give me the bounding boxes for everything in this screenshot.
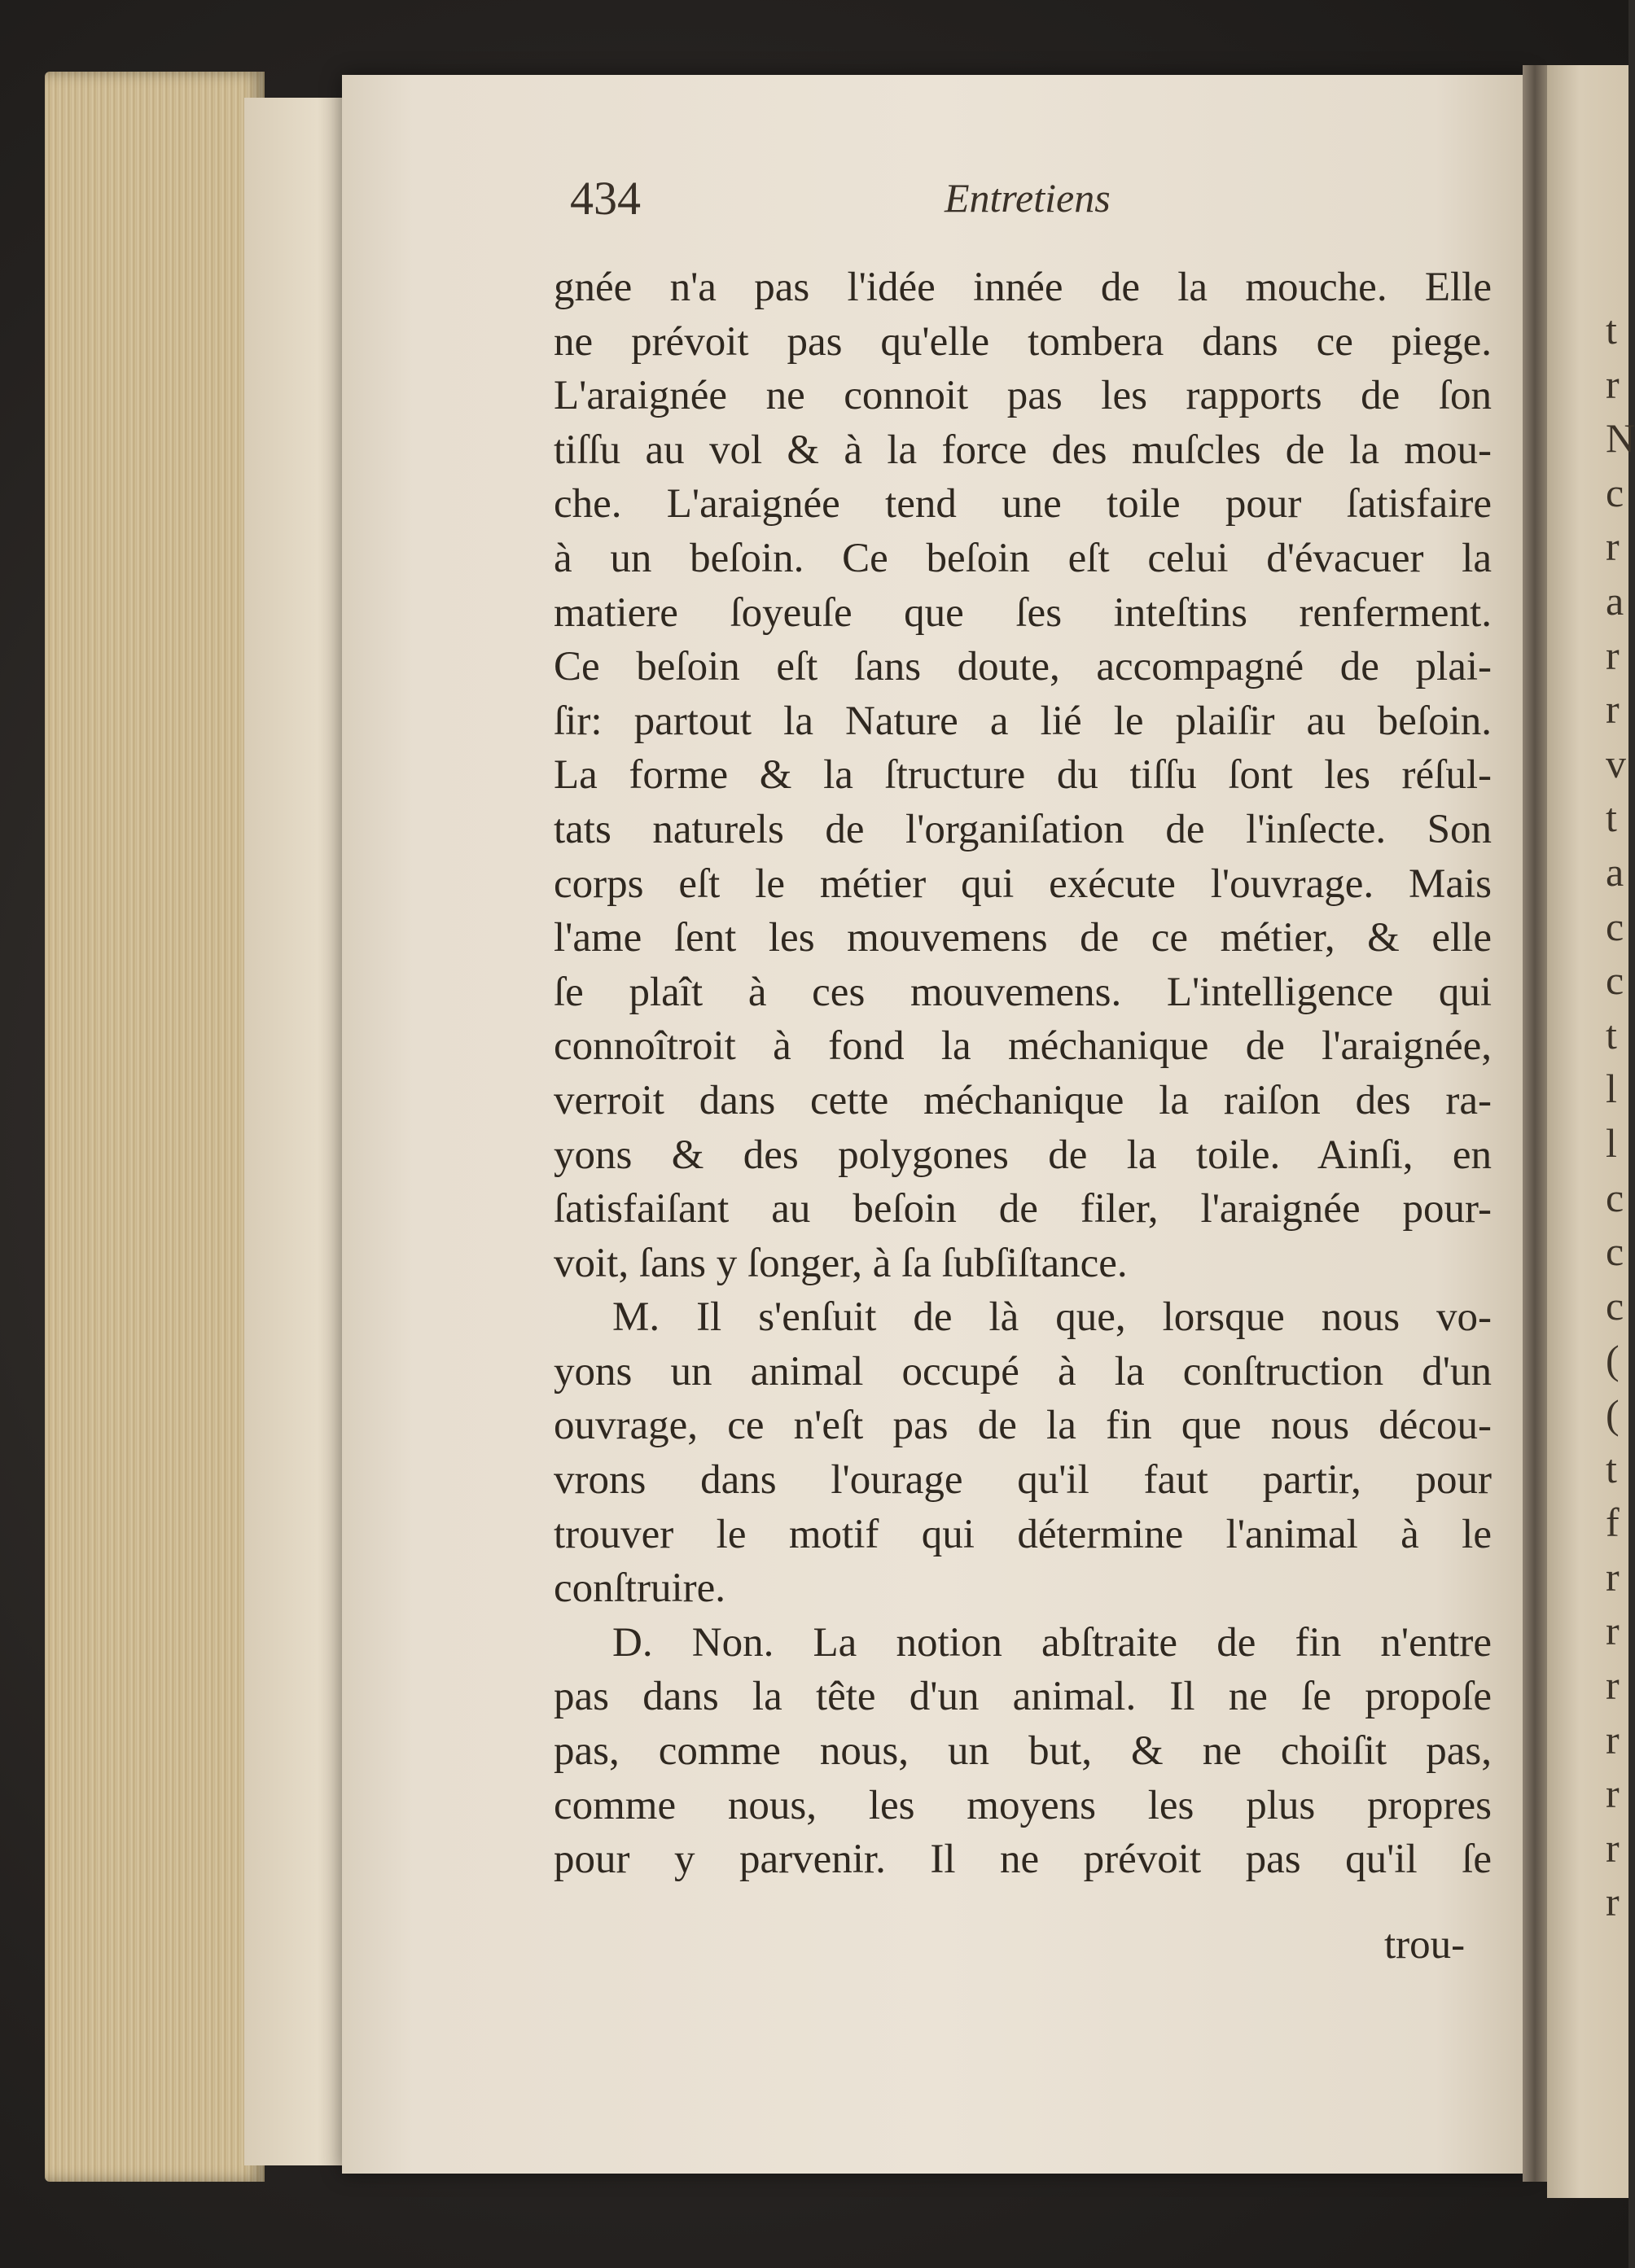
facing-page-letter: r — [1606, 686, 1620, 733]
facing-page-letter: r — [1606, 1824, 1620, 1871]
text-line: ſatisfaiſant au beſoin de filer, l'araignée pour- — [554, 1186, 1492, 1233]
facing-page-letter: l — [1606, 1066, 1617, 1112]
text-line: L'araignée ne connoit pas les rapports de ſon — [554, 373, 1492, 419]
facing-page-letter: c — [1606, 1174, 1624, 1220]
text-line: pas, comme nous, un but, & ne choiſit pas, — [554, 1728, 1492, 1775]
facing-page-letter: t — [1606, 795, 1617, 841]
text-line: matiere ſoyeuſe que ſes inteſtins renferment. — [554, 589, 1492, 636]
facing-page-letter: r — [1606, 1662, 1620, 1708]
text-line: verroit dans cette méchanique la raiſon des ra- — [554, 1077, 1492, 1123]
text-line: ouvrage, ce n'eſt pas de la fin que nous décou- — [554, 1403, 1492, 1449]
book-page-edges — [45, 72, 265, 2182]
facing-page-letter: ( — [1606, 1391, 1620, 1437]
facing-page-letter: r — [1606, 523, 1620, 570]
text-line: yons & des polygones de la toile. Ainſi, en — [554, 1132, 1492, 1178]
text-line: ſir: partout la Nature a lié le plaiſir au beſoin. — [554, 698, 1492, 744]
facing-page-letter: f — [1606, 1500, 1620, 1546]
running-head: Entretiens — [945, 175, 1111, 221]
page-header — [570, 171, 1498, 236]
text-line: l'ame ſent les mouvemens de ce métier, & elle — [554, 915, 1492, 961]
facing-page-letter: r — [1606, 361, 1620, 407]
facing-page-letter: ( — [1606, 1337, 1620, 1383]
facing-page-letter: r — [1606, 1608, 1620, 1654]
facing-page-letter: c — [1606, 469, 1624, 515]
text-line: La forme & la ſtructure du tiſſu ſont les réſul- — [554, 752, 1492, 799]
text-line: M. Il s'enſuit de là que, lorsque nous vo- — [612, 1294, 1492, 1341]
text-line: trouver le motif qui détermine l'animal à le — [554, 1511, 1492, 1557]
facing-page-letter: c — [1606, 1228, 1624, 1275]
facing-page-letter: t — [1606, 1445, 1617, 1491]
text-line: comme nous, les moyens les plus propres — [554, 1782, 1492, 1828]
text-line: che. L'araignée tend une toile pour ſatisfaire — [554, 481, 1492, 528]
facing-page-letter: N — [1606, 415, 1635, 462]
text-line: conſtruire. — [554, 1565, 725, 1612]
facing-page-letter: c — [1606, 903, 1624, 949]
facing-page-fragment — [1547, 65, 1635, 2198]
facing-page-letter: t — [1606, 1011, 1617, 1057]
text-line: tats naturels de l'organiſation de l'inſecte. Son — [554, 806, 1492, 852]
facing-page-letter: l — [1606, 1120, 1617, 1166]
text-line: Ce beſoin eſt ſans doute, accompagné de plai- — [554, 644, 1492, 690]
facing-page-letter: r — [1606, 632, 1620, 678]
text-line: à un beſoin. Ce beſoin eſt celui d'évacuer la — [554, 535, 1492, 581]
facing-page-letter: r — [1606, 1716, 1620, 1762]
book-gutter — [1523, 65, 1547, 2182]
text-line: voit, ſans y ſonger, à ſa ſubſiſtance. — [554, 1240, 1128, 1286]
text-line: D. Non. La notion abſtraite de fin n'entre — [612, 1619, 1492, 1666]
facing-page-letter: r — [1606, 1879, 1620, 1925]
body-text — [554, 261, 1492, 1887]
facing-page-letter: t — [1606, 307, 1617, 352]
facing-page-letter: a — [1606, 849, 1624, 895]
text-line: corps eſt le métier qui exécute l'ouvrage. Mais — [554, 860, 1492, 907]
facing-page-letter: r — [1606, 1771, 1620, 1817]
text-line: pas dans la tête d'un animal. Il ne ſe propoſe — [554, 1674, 1492, 1720]
facing-page-letter: a — [1606, 578, 1624, 624]
text-line: yons un animal occupé à la conſtruction d'un — [554, 1348, 1492, 1395]
text-line: connoîtroit à fond la méchanique de l'araignée, — [554, 1023, 1492, 1070]
text-line: pour y parvenir. Il ne prévoit pas qu'il ſe — [554, 1837, 1492, 1883]
text-line: vrons dans l'ourage qu'il faut partir, pour — [554, 1457, 1492, 1504]
text-line: ſe plaît à ces mouvemens. L'intelligence qui — [554, 969, 1492, 1015]
facing-page-letter: c — [1606, 957, 1624, 1004]
page-number: 434 — [570, 172, 641, 225]
catchword: trou- — [1384, 1922, 1466, 1968]
facing-page-letter: r — [1606, 1553, 1620, 1600]
facing-page-letter: v — [1606, 740, 1626, 786]
text-line: gnée n'a pas l'idée innée de la mouche. Elle — [554, 265, 1492, 310]
text-line: tiſſu au vol & à la force des muſcles de la mou- — [554, 427, 1492, 473]
text-line: ne prévoit pas qu'elle tombera dans ce piege. — [554, 318, 1492, 365]
facing-page-letter: c — [1606, 1282, 1624, 1329]
